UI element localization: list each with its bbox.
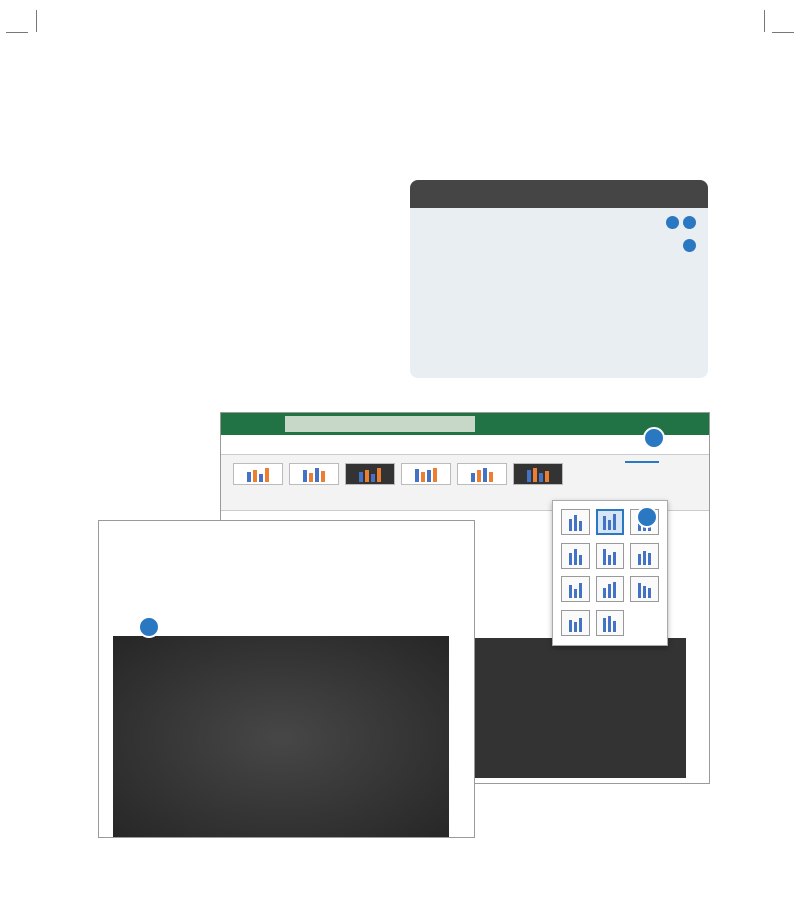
excel-titlebar [221,413,709,435]
step-1-marker [683,216,696,229]
quick-layout-button[interactable] [625,461,659,463]
chart-style-5[interactable] [457,463,507,485]
layout-option-2[interactable] [596,509,625,535]
step-2-marker [666,216,679,229]
ribbon-tabs [221,435,709,455]
chart-style-6[interactable] [513,463,563,485]
bar-chart [113,636,449,838]
instruction-step-2 [422,237,696,254]
chart-style-3[interactable] [345,463,395,485]
crop-mark [36,10,37,32]
search-box[interactable] [285,416,475,432]
chart-area[interactable] [113,636,449,838]
instruction-step-1 [422,214,696,231]
layout-option-8[interactable] [596,576,625,602]
layout-option-5[interactable] [596,543,625,569]
instruction-heading [410,180,708,208]
chart-style-2[interactable] [289,463,339,485]
crop-mark [764,10,765,32]
chart-style-1[interactable] [233,463,283,485]
layout-option-6[interactable] [630,543,659,569]
chart-style-4[interactable] [401,463,451,485]
callout-2 [636,506,658,528]
callout-1 [643,427,665,449]
excel-sheet-front [98,520,475,838]
layout-option-1[interactable] [561,509,590,535]
layout-option-4[interactable] [561,543,590,569]
layout-option-9[interactable] [630,576,659,602]
chart-styles-gallery [233,463,563,485]
step-3-marker [683,239,696,252]
crop-mark [772,32,794,33]
crop-mark [6,32,28,33]
layout-option-11[interactable] [596,610,625,636]
callout-3 [138,616,160,638]
layout-option-10[interactable] [561,610,590,636]
layout-option-7[interactable] [561,576,590,602]
instruction-box [410,180,708,378]
